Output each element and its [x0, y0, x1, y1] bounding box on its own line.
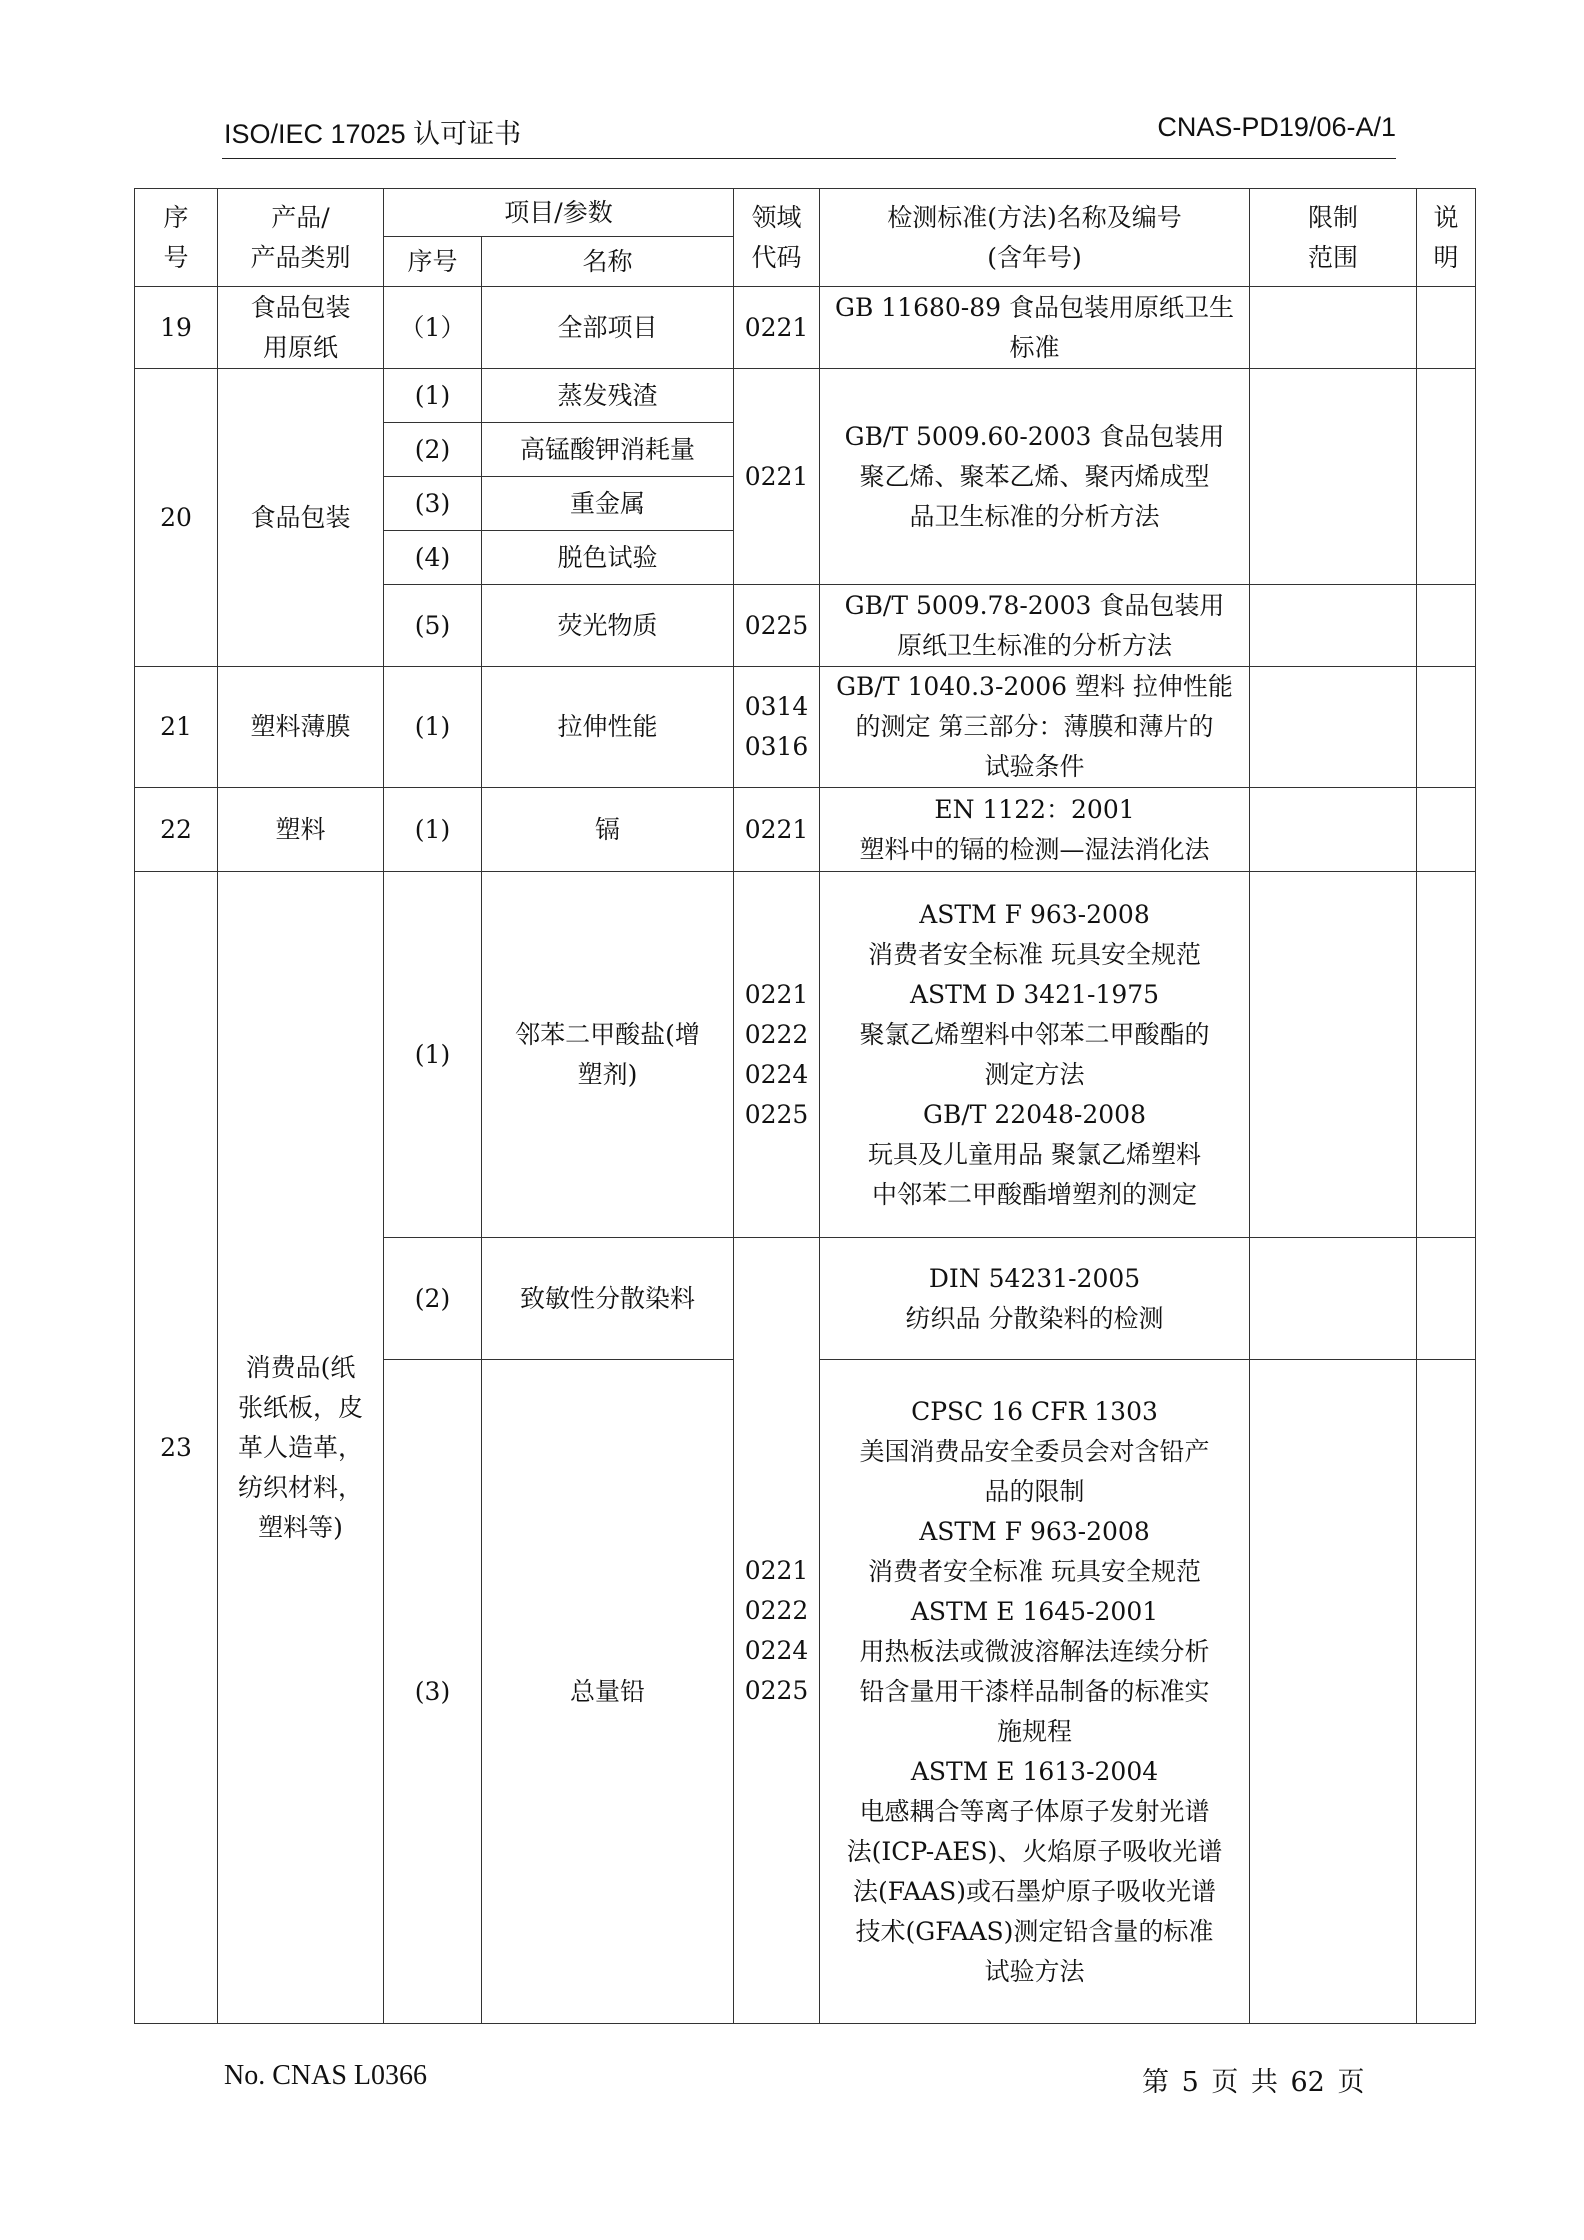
header-item-name: 名称	[482, 237, 734, 287]
row21-note	[1417, 667, 1476, 788]
row20-item5-no: (5)	[384, 585, 482, 667]
table-row-19	[135, 287, 1476, 369]
row23-product: 消费品(纸 张纸板，皮 革人造革， 纺织材料， 塑料等)	[218, 872, 384, 2024]
row20-item1-no: (1)	[384, 369, 482, 423]
row19-seq: 19	[135, 287, 218, 369]
row20-standard-b: GB/T 5009.78-2003 食品包装用 原纸卫生标准的分析方法	[820, 585, 1250, 667]
row21-seq: 21	[135, 667, 218, 788]
row23-item3-no: (3)	[384, 1360, 482, 2024]
row19-limit	[1250, 287, 1417, 369]
row23-item1-note	[1417, 872, 1476, 1238]
row20-code-b: 0225	[734, 585, 820, 667]
row23-item1-standard: ASTM F 963-2008 消费者安全标准 玩具安全规范 ASTM D 3421-1975 聚氯乙烯塑料中邻苯二甲酸酯的 测定方法 GB/T 22048-2008 玩具及儿童用品 聚氯乙烯塑料 中邻苯二甲酸酯增塑剂的测定	[820, 872, 1250, 1238]
header-item-param: 项目/参数	[384, 189, 734, 237]
row20-item4-no: (4)	[384, 531, 482, 585]
row20-seq: 20	[135, 369, 218, 667]
row20-item5-name: 荧光物质	[482, 585, 734, 667]
row21-code: 0314 0316	[734, 667, 820, 788]
header-standard: 检测标准(方法)名称及编号 (含年号)	[820, 189, 1250, 287]
header-seq: 序 号	[135, 189, 218, 287]
row20-item3-no: (3)	[384, 477, 482, 531]
row21-product: 塑料薄膜	[218, 667, 384, 788]
row23-item1-name: 邻苯二甲酸盐(增 塑剂)	[482, 872, 734, 1238]
row23-item3-limit	[1250, 1360, 1417, 2024]
row20-note-b	[1417, 585, 1476, 667]
row22-product: 塑料	[218, 788, 384, 872]
row20-note-a	[1417, 369, 1476, 585]
row23-item1-codes: 0221 0222 0224 0225	[734, 872, 820, 1238]
row21-standard: GB/T 1040.3-2006 塑料 拉伸性能 的测定 第三部分：薄膜和薄片的 试验条件	[820, 667, 1250, 788]
row20-limit-b	[1250, 585, 1417, 667]
header-certificate-title: ISO/IEC 17025 认可证书	[224, 119, 522, 149]
row23-item1-limit	[1250, 872, 1417, 1238]
row20-item2-name: 高锰酸钾消耗量	[482, 423, 734, 477]
header-divider	[222, 158, 1396, 159]
row23-item3-name: 总量铅	[482, 1360, 734, 2024]
row23-item1-no: (1)	[384, 872, 482, 1238]
header-product: 产品/ 产品类别	[218, 189, 384, 287]
row23-item2-limit	[1250, 1238, 1417, 1360]
row22-item-name: 镉	[482, 788, 734, 872]
row19-code: 0221	[734, 287, 820, 369]
row19-note	[1417, 287, 1476, 369]
row21-limit	[1250, 667, 1417, 788]
row23-item3-note	[1417, 1360, 1476, 2024]
row22-seq: 22	[135, 788, 218, 872]
header-document-code: CNAS-PD19/06-A/1	[1157, 112, 1396, 142]
row20-limit-a	[1250, 369, 1417, 585]
table-row-22	[135, 788, 1476, 872]
row23-item2-note	[1417, 1238, 1476, 1360]
row21-item-name: 拉伸性能	[482, 667, 734, 788]
row22-limit	[1250, 788, 1417, 872]
row22-item-no: (1)	[384, 788, 482, 872]
row23-item3-standard: CPSC 16 CFR 1303 美国消费品安全委员会对含铅产 品的限制 ASTM F 963-2008 消费者安全标准 玩具安全规范 ASTM E 1645-2001 用热板法或微波溶解法连续分析 铅含量用干漆样品制备的标准实 施规程 ASTM E 1613-2004 电感耦合等离子体原子发射光谱 法(ICP-AES)、火焰原子吸收光谱 法(FAAS)或石墨炉原子吸收光谱 技术(GFAAS)测定铅含量的标准 试验方法	[820, 1360, 1250, 2024]
footer-page-number: 第 5 页 共 62 页	[1142, 2067, 1365, 2098]
table-header-row	[135, 189, 1476, 237]
header-domain-code: 领域 代码	[734, 189, 820, 287]
footer-lab-number: No. CNAS L0366	[224, 2060, 428, 2091]
row21-item-no: (1)	[384, 667, 482, 788]
row19-item-name: 全部项目	[482, 287, 734, 369]
table-row-23-1	[135, 872, 1476, 1238]
header-limit: 限制 范围	[1250, 189, 1417, 287]
row20-item2-no: (2)	[384, 423, 482, 477]
row23-item2-standard: DIN 54231-2005 纺织品 分散染料的检测	[820, 1238, 1250, 1360]
accreditation-scope-table	[134, 188, 1476, 2024]
row23-item23-codes: 0221 0222 0224 0225	[734, 1238, 820, 2024]
header-item-no: 序号	[384, 237, 482, 287]
row22-code: 0221	[734, 788, 820, 872]
row20-item1-name: 蒸发残渣	[482, 369, 734, 423]
row22-note	[1417, 788, 1476, 872]
row23-item2-no: (2)	[384, 1238, 482, 1360]
row19-item-no: （1）	[384, 287, 482, 369]
row19-product: 食品包装 用原纸	[218, 287, 384, 369]
row20-item3-name: 重金属	[482, 477, 734, 531]
row20-product: 食品包装	[218, 369, 384, 667]
row20-item4-name: 脱色试验	[482, 531, 734, 585]
header-note: 说 明	[1417, 189, 1476, 287]
row20-code-a: 0221	[734, 369, 820, 585]
row19-standard: GB 11680-89 食品包装用原纸卫生 标准	[820, 287, 1250, 369]
table-row-21	[135, 667, 1476, 788]
row22-standard: EN 1122：2001 塑料中的镉的检测—湿法消化法	[820, 788, 1250, 872]
row20-standard-a: GB/T 5009.60-2003 食品包装用 聚乙烯、聚苯乙烯、聚丙烯成型 品卫生标准的分析方法	[820, 369, 1250, 585]
row23-seq: 23	[135, 872, 218, 2024]
table-row-20-1	[135, 369, 1476, 423]
row23-item2-name: 致敏性分散染料	[482, 1238, 734, 1360]
